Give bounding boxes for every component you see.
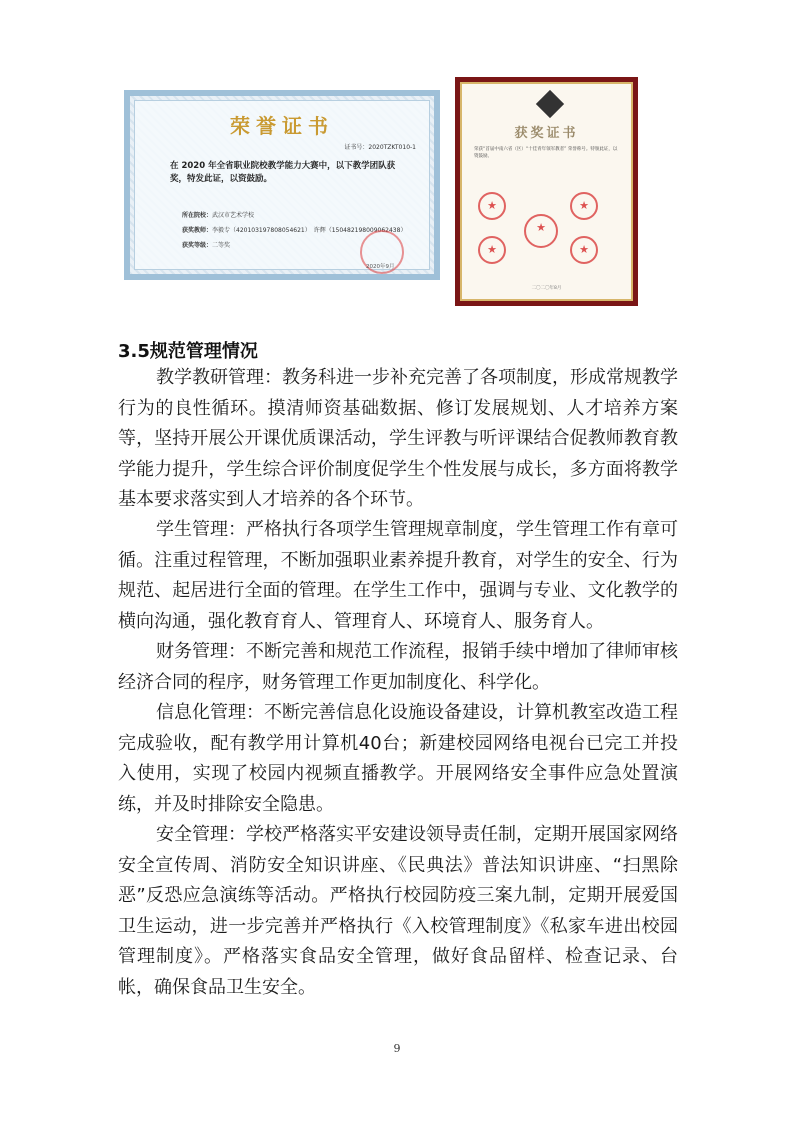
level-value: 二等奖 [212, 242, 231, 249]
paragraph-informatization [118, 698, 678, 820]
school-value: 武汉市艺术学校 [212, 212, 255, 219]
honor-certificate-title: 荣誉证书 [230, 114, 334, 138]
teacher-label: 获奖教师： [182, 227, 213, 234]
school-label: 所在院校： [182, 212, 213, 219]
page-number: 9 [393, 1042, 401, 1055]
honor-certificate-image [124, 90, 440, 280]
section-title: 3.5规范管理情况 [118, 341, 258, 362]
honor-certificate-body: 在 2020 年全省职业院校教学能力大赛中，以下教学团队获奖，特发此证，以资鼓励。 [170, 161, 396, 184]
honor-certificate-date: 2020年9月 [366, 264, 395, 270]
award-certificate-image [455, 77, 638, 306]
paragraph-finance [118, 637, 678, 698]
teacher-value: 李毅专（420103197808054621） 许辉（150482198009062438） [212, 227, 407, 234]
paragraph-students [118, 515, 678, 637]
emblem-icon [536, 90, 564, 118]
seal-stamp-5 [524, 214, 558, 248]
seal-stamp-1 [478, 192, 506, 220]
paragraph-students-text: 学生管理：严格执行各项学生管理规章制度，学生管理工作有章可循。注重过程管理，不断加强职业素养提升教育，对学生的安全、行为规范、起居进行全面的管理。在学生工作中，强调与专业、文化教学的横向沟通，强化教育育人、管理育人、环境育人、服务育人。 [118, 519, 678, 632]
paragraph-safety-text: 安全管理：学校严格落实平安建设领导责任制，定期开展国家网络安全宣传周、消防安全知识讲座、《民典法》普法知识讲座、“扫黑除恶”反恐应急演练等活动。严格执行校园防疫三案九制，定期开展爱国卫生运动，进一步完善并严格执行《入校管理制度》《私家车进出校园管理制度》。严格落实食品安全管理，做好食品留样、检查记录、台帐，确保食品卫生安全。 [118, 824, 678, 998]
award-certificate-title: 获奖证书 [514, 126, 579, 141]
paragraph-finance-text: 财务管理：不断完善和规范工作流程，报销手续中增加了律师审核经济合同的程序，财务管理工作更加制度化、科学化。 [118, 641, 678, 693]
award-certificate-inner [460, 82, 633, 301]
level-label: 获奖等级： [182, 242, 213, 249]
paragraph-informatization-text: 信息化管理：不断完善信息化设施设备建设，计算机教室改造工程完成验收，配有教学用计算机40台；新建校园网络电视台已完工并投入使用，实现了校园内视频直播教学。开展网络安全事件应急处置演练，并及时排除安全隐患。 [118, 702, 678, 815]
honor-certificate-number: 证书号：2020TZKT010-1 [344, 144, 416, 151]
award-certificate-date: 二〇二〇年8月 [531, 286, 562, 291]
paragraph-safety [118, 820, 678, 1003]
paragraph-teaching-text: 教学教研管理：教务科进一步补充完善了各项制度，形成常规教学行为的良性循环。摸清师资基础数据、修订发展规划、人才培养方案等，坚持开展公开课优质课活动，学生评教与听评课结合促教师教育教学能力提升，学生综合评价制度促学生个性发展与成长，多方面将教学基本要求落实到人才培养的各个环节。 [118, 367, 678, 510]
seal-stamp-4 [570, 236, 598, 264]
award-certificate-text: 荣获“首届中南六省（区）“十佳青年领军教者” 荣誉称号。特颁此证，以资鼓励。 [474, 147, 618, 159]
paragraph-teaching [118, 363, 678, 516]
seal-stamp-3 [478, 236, 506, 264]
seal-stamp-2 [570, 192, 598, 220]
